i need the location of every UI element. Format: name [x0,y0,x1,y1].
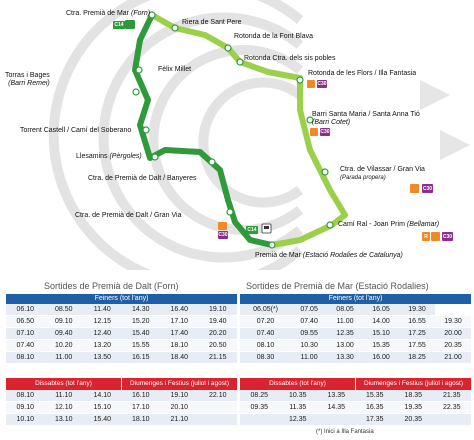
time-cell: 13.20 [83,340,122,352]
table-row [6,390,237,402]
table-row [240,352,471,364]
time-cell: 21.15 [199,352,238,364]
time-cell: 15.35 [363,340,399,352]
bus-stop-icon [307,80,315,88]
stop-s2: Riera de Sant Pere [182,19,242,26]
time-cell: 16.00 [363,352,399,364]
time-cell [240,414,279,426]
time-cell: 09.55 [291,328,327,340]
table-row [6,414,237,426]
stop-s13: Ctra. de Premià de Dalt / Gran Via [75,212,182,219]
time-cell: 19.40 [199,316,238,328]
c14-badge: C14 [247,227,257,233]
bus-stop-icon [310,128,318,136]
time-cell: 11.00 [327,316,363,328]
time-cell: 13.30 [327,352,363,364]
c30-badge: C30 [422,185,433,192]
table-row [6,316,237,328]
time-cell: 19.10 [199,304,238,316]
time-cell: 07.05 [291,304,327,316]
time-cell: 07.10 [6,328,45,340]
time-cell [199,402,238,414]
time-cell: 16.15 [122,352,161,364]
time-cell: 06.10 [6,304,45,316]
time-cell: 17.35 [356,414,395,426]
time-cell: 20.00 [435,328,471,340]
time-cell: 07.40 [240,328,291,340]
time-cell [433,414,472,426]
time-cell: 17.40 [160,328,199,340]
time-cell: 14.35 [317,402,356,414]
c30-badge: C30 [218,232,228,238]
time-cell: 10.30 [291,340,327,352]
time-cell: 06.50 [6,316,45,328]
right-weekend-table [240,390,471,426]
stop-s6: Fèlix Millet [158,66,192,73]
table-row [6,328,237,340]
time-cell: 14.30 [122,304,161,316]
time-cell: 12.35 [327,328,363,340]
time-cell: 06.05(*) [240,304,291,316]
stop-s15: Premià de Mar (Estació Rodalies de Catalunya) [255,252,403,259]
stop-s3: Rotonda de la Font Blava [234,33,313,40]
time-cell: 08.05 [327,304,363,316]
table-row [6,352,237,364]
time-cell: 14.00 [363,316,399,328]
right-timetable [240,294,471,364]
stop-s4: Rotonda Ctra. dels sis pobles [244,55,336,62]
time-cell: 17.25 [399,328,435,340]
time-cell: 10.10 [6,414,45,426]
time-cell: 08.25 [240,390,279,402]
table-row [240,316,471,328]
stop-s10: Llesamins (Pèrgoles) [76,153,142,160]
left-weekend-header [6,378,237,390]
time-cell: 09.40 [45,328,84,340]
time-cell: 11.10 [45,390,84,402]
time-cell: 19.30 [399,304,435,316]
bus-stop-icon [218,222,227,230]
time-cell: 07.40 [291,316,327,328]
c30-badge: C30 [320,129,330,135]
time-cell: 09.10 [6,402,45,414]
time-cell: 19.30 [435,316,471,328]
time-cell: 10.35 [279,390,318,402]
time-cell: 20.10 [160,402,199,414]
time-cell: 11.40 [83,304,122,316]
time-cell: 16.10 [122,390,161,402]
time-cell [199,414,238,426]
time-cell: 15.10 [83,402,122,414]
time-cell: 15.20 [122,316,161,328]
time-cell: 17.10 [160,316,199,328]
time-cell: 20.35 [435,340,471,352]
left-weekend-table [6,390,237,426]
time-cell: 17.55 [399,340,435,352]
time-cell: 08.10 [6,352,45,364]
time-cell: 22.10 [199,390,238,402]
right-feiners-table [240,304,471,364]
time-cell: 15.55 [122,340,161,352]
time-cell: 09.10 [45,316,84,328]
time-cell: 14.10 [83,390,122,402]
time-cell: 16.05 [363,304,399,316]
time-cell: 21.35 [433,390,472,402]
time-cell: 09.35 [240,402,279,414]
time-cell: 17.10 [122,402,161,414]
right-festius-label: Diumenges i Festius (juliol i agost) [355,378,471,390]
time-cell: 12.40 [83,328,122,340]
time-cell: 16.55 [399,316,435,328]
right-weekend-header [240,378,471,390]
right-footnote: (*) Inici a Illa Fantasia [316,429,374,435]
time-cell: 11.35 [279,402,318,414]
time-cell: 18.35 [394,390,433,402]
table-row [240,340,471,352]
right-timetable-title: Sortides de Premià de Mar (Estació Rodalies) [246,281,429,291]
time-cell: 07.20 [240,316,291,328]
time-cell: 15.40 [122,328,161,340]
time-cell: 12.10 [45,402,84,414]
left-festius-label: Diumenges i Festius (juliol i agost) [121,378,237,390]
time-cell: 13.50 [83,352,122,364]
table-row [240,328,471,340]
stop-s8: Barri Santa Maria / Santa Anna Tió (Barri Cotet) [312,111,420,126]
right-feiners-header: Feiners (tot l'any) [240,294,471,304]
table-row [240,390,471,402]
stop-s11: Ctra. de Vilassar / Gran Via (Parada propera) [340,166,425,181]
time-cell: 08.10 [6,390,45,402]
time-cell: 15.35 [356,390,395,402]
time-cell: 15.10 [363,328,399,340]
c14-badge: C14 [114,22,124,28]
time-cell: 12.35 [279,414,318,426]
time-cell: 19.10 [160,390,199,402]
time-cell: 20.50 [199,340,238,352]
time-cell: 22.35 [433,402,472,414]
bus-stop-icon [410,184,419,193]
time-cell: 08.30 [240,352,291,364]
time-cell: 11.00 [291,352,327,364]
time-cell: 13.10 [45,414,84,426]
stop-s5: Rotonda de les Flors / Illa Fantasia [308,70,417,77]
time-cell: 18.25 [399,352,435,364]
stop-s9: Torrent Castell / Camí del Soberano [20,127,132,134]
right-weekend-timetable [240,378,471,426]
time-cell: 13.35 [317,390,356,402]
r-badge: R [422,232,430,241]
time-cell: 19.35 [394,402,433,414]
c30-badge: C30 [442,233,453,240]
bus-stop-icon [431,232,440,241]
time-cell: 12.15 [83,316,122,328]
table-row [240,414,471,426]
table-row [240,304,471,316]
stop-s12: Ctra. de Premià de Dalt / Banyeres [88,175,197,182]
time-cell: 16.35 [356,402,395,414]
background-arrows [420,80,470,160]
time-cell: 13.00 [327,340,363,352]
time-cell [317,414,356,426]
time-cell: 07.40 [6,340,45,352]
time-cell: 20.35 [394,414,433,426]
table-row [240,402,471,414]
left-dissabtes-label: Dissabtes (tot l'any) [35,380,92,387]
time-cell: 10.20 [45,340,84,352]
right-dissabtes-label: Dissabtes (tot l'any) [269,380,326,387]
c30-badge: C30 [317,81,327,87]
time-cell: 20.20 [199,328,238,340]
left-feiners-header: Feiners (tot l'any) [6,294,237,304]
time-cell: 11.00 [45,352,84,364]
table-row [6,340,237,352]
time-cell: 21.10 [160,414,199,426]
time-cell: 18.40 [160,352,199,364]
time-cell: 15.40 [83,414,122,426]
time-cell: 16.40 [160,304,199,316]
left-timetable [6,294,237,364]
time-cell: 21.00 [435,352,471,364]
stop-s7: Torras i Bages (Barri Remei) [5,72,50,87]
stop-s14: Camí Ral - Joan Prim (Bellamar) [338,221,440,228]
time-cell: 08.10 [240,340,291,352]
table-row [6,304,237,316]
time-cell: 18.10 [122,414,161,426]
table-row [6,402,237,414]
time-cell: 08.50 [45,304,84,316]
left-timetable-title: Sortides de Premià de Dalt (Forn) [44,281,179,291]
left-feiners-table [6,304,237,364]
left-weekend-timetable [6,378,237,426]
stop-s1: Ctra. Premià de Mar (Forn) [66,10,151,17]
time-cell: 18.10 [160,340,199,352]
